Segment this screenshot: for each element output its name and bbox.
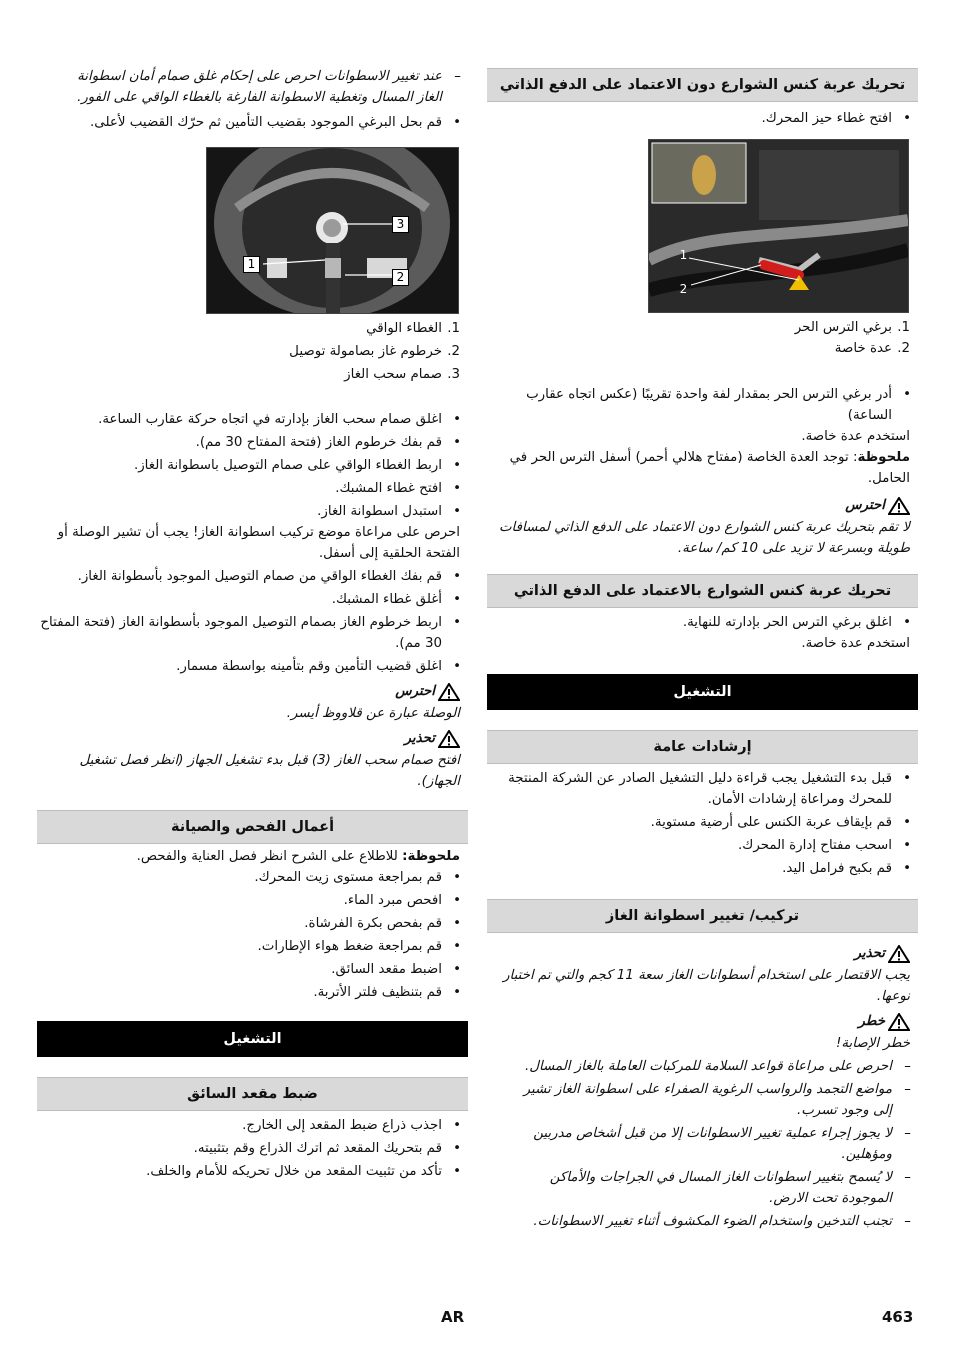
maint-item: • افحص مبرد الماء. <box>37 890 468 911</box>
warning-label: تحذير <box>404 731 435 746</box>
seat-item: • قم بتحريك المقعد ثم اترك الذراع وقم بتثبيته. <box>37 1138 468 1159</box>
maint-note-text: للاطلاع على الشرح انظر فصل العناية والفحص. <box>136 849 403 864</box>
maint-item: • قم بمراجعة مستوى زيت المحرك. <box>37 867 468 888</box>
note-label: ملحوظة <box>857 450 910 465</box>
warning-triangle-icon <box>438 730 460 748</box>
note-text: : توجد العدة الخاصة (مفتاح هلالي أحمر) أسفل الترس الحر في الحامل. <box>509 450 910 486</box>
seat-item: • تأكد من تثبيت المقعد من خلال تحريكه للأمام والخلف. <box>37 1161 468 1182</box>
step-item: • استبدل اسطوانة الغاز. <box>37 501 468 522</box>
danger-item: – مواضع التجمد والرواسب الرغوية الصفراء على اسطوانة الغاز تشير إلى وجود تسرب. <box>517 1079 918 1121</box>
warning-text: يجب الاقتصار على استخدام أسطوانات الغاز سعة 11 كجم والتي تم اختبار نوعها. <box>503 968 910 1004</box>
step-item: • اغلق قضيب التأمين وقم بتأمينه بواسطة مسمار. <box>37 656 468 677</box>
caution-header <box>487 495 918 517</box>
step-item: • قم بفك خرطوم الغاز (فتحة المفتاح 30 مم). <box>37 432 468 453</box>
warning-header <box>37 728 468 750</box>
legend-text: عدة خاصة <box>834 341 892 356</box>
top-dash-item: – عند تغيير الاسطوانات احرص على إحكام غلق صمام أمان اسطوانة الغاز المسال وتغطية الاسطوانة الفارغة بالغطاء الواقي على الفور. <box>67 66 468 108</box>
use-tool-text-2: استخدم عدة خاصة. <box>801 636 910 651</box>
section-title-general: إرشادات عامة <box>487 730 918 764</box>
general-item: • اسحب مفتاح إدارة المحرك. <box>487 835 918 856</box>
gas-valve-photo <box>206 147 459 314</box>
section-title-maintenance: أعمال الفحص والصيانة <box>37 810 468 844</box>
section-title-driver-seat: ضبط مقعد السائق <box>37 1077 468 1111</box>
warning-triangle-icon <box>888 497 910 515</box>
legend-text: خرطوم غاز بصامولة توصيل <box>289 344 442 359</box>
danger-item: – احرص على مراعاة قواعد السلامة للمركبات العاملة بالغاز المسال. <box>517 1056 918 1077</box>
danger-header <box>487 1011 918 1033</box>
section-title-move-manual: تحريك عربة كنس الشوارع دون الاعتماد على الدفع الذاتي <box>487 68 918 102</box>
warning-text: افتح صمام سحب الغاز (3) قبل بدء تشغيل الجهاز (انظر فصل تشغيل الجهاز). <box>79 753 460 789</box>
maint-item: • اضبط مقعد السائق. <box>37 959 468 980</box>
general-item: • قبل بدء التشغيل يجب قراءة دليل التشغيل الصادر عن الشركة المنتجة للمحرك ومراعاة إرشادات الأمان. <box>487 768 918 810</box>
step-loosen-bolt: • قم بحل البرغي الموجود بقضيب التأمين ثم حرّك القضيب لأعلى. <box>37 112 468 133</box>
caution-text: الوصلة عبارة عن قلاووظ أيسر. <box>286 706 460 721</box>
legend-item <box>37 341 468 362</box>
maint-item: • قم بفحص بكرة الفرشاة. <box>37 913 468 934</box>
section-title-gas-cylinder: تركيب/ تغيير اسطوانة الغاز <box>487 899 918 933</box>
section-title-move-self: تحريك عربة كنس الشوارع بالاعتماد على الدفع الذاتي <box>487 574 918 608</box>
photo2-callout-3: 3 <box>392 216 409 233</box>
legend-item <box>487 317 918 338</box>
position-note: احرص على مراعاة موضع تركيب اسطوانة الغاز! يجب أن تشير الوصلة أو الفتحة الحلقية إلى أسفل. <box>57 525 460 561</box>
step-item: • اربط خرطوم الغاز بصمام التوصيل الموجود بأسطوانة الغاز (فتحة المفتاح 30 مم). <box>37 612 468 654</box>
warning-label: تحذير <box>854 946 885 961</box>
maint-note <box>37 846 468 867</box>
step-close-screw: • اغلق برغي الترس الحر بإدارته للنهاية. <box>487 612 918 633</box>
legend-text: صمام سحب الغاز <box>344 367 442 382</box>
warning-triangle-icon <box>888 945 910 963</box>
warning-header <box>487 943 918 965</box>
left-column <box>37 66 468 1182</box>
photo1-callout-1: 1 <box>679 248 688 262</box>
footer-page-number: 463 <box>882 1308 914 1326</box>
legend-text: برغي الترس الحر <box>794 320 892 335</box>
danger-item: – لا يجوز إجراء عملية تغيير الاسطوانات إلا من قبل أشخاص مدربين ومؤهلين. <box>517 1123 918 1165</box>
step-item: • اغلق صمام سحب الغاز بإدارته في اتجاه حركة عقارب الساعة. <box>37 409 468 430</box>
legend-num: 1. <box>897 320 910 335</box>
engine-photo <box>648 139 909 313</box>
legend-item <box>37 318 468 339</box>
section-title-operation: التشغيل <box>37 1021 468 1057</box>
legend-item <box>37 364 468 385</box>
step-item: • أغلق غطاء المشبك. <box>37 589 468 610</box>
photo1-callout-2: 2 <box>679 282 688 296</box>
caution-header <box>37 681 468 703</box>
danger-item: – تجنب التدخين واستخدام الضوء المكشوف أثناء تغيير الاسطوانات. <box>517 1211 918 1232</box>
seat-item: • اجذب ذراع ضبط المقعد إلى الخارج. <box>37 1115 468 1136</box>
legend-num: 1. <box>447 321 460 336</box>
step-open-hood: • افتح غطاء حيز المحرك. <box>487 108 918 129</box>
legend-num: 2. <box>447 344 460 359</box>
step-item: • اربط الغطاء الواقي على صمام التوصيل باسطوانة الغاز. <box>37 455 468 476</box>
photo2-callout-2: 2 <box>392 269 409 286</box>
danger-label: خطر <box>858 1014 885 1029</box>
section-title-operation: التشغيل <box>487 674 918 710</box>
footer-language: AR <box>441 1308 465 1326</box>
use-tool-text: استخدم عدة خاصة. <box>801 429 910 444</box>
maint-note-label: ملحوظة: <box>402 849 460 864</box>
caution-label: احترس <box>395 684 435 699</box>
danger-text: خطر الإصابة! <box>836 1036 910 1051</box>
note <box>487 447 918 489</box>
right-column <box>487 68 918 1232</box>
photo2-callout-1: 1 <box>243 256 260 273</box>
caution-text: لا تقم بتحريك عربة كنس الشوارع دون الاعتماد على الدفع الذاتي لمسافات طويلة وبسرعة لا تزيد على 10 كم/ ساعة. <box>498 520 910 556</box>
maint-item: • قم بمراجعة ضغط هواء الإطارات. <box>37 936 468 957</box>
maint-item: • قم بتنظيف فلتر الأتربة. <box>37 982 468 1003</box>
danger-item: – لا يُسمح بتغيير اسطوانات الغاز المسال في الجراجات والأماكن الموجودة تحت الارض. <box>517 1167 918 1209</box>
legend-text: الغطاء الواقي <box>366 321 442 336</box>
general-item: • قم بإيقاف عربة الكنس على أرضية مستوية. <box>487 812 918 833</box>
warning-triangle-icon <box>438 683 460 701</box>
general-item: • قم بكبح فرامل اليد. <box>487 858 918 879</box>
legend-num: 2. <box>897 341 910 356</box>
caution-label: احترس <box>845 498 885 513</box>
legend-item <box>487 338 918 359</box>
step-item: • قم بفك الغطاء الواقي من صمام التوصيل الموجود بأسطوانة الغاز. <box>37 566 468 587</box>
step-item: • افتح غطاء المشبك. <box>37 478 468 499</box>
danger-triangle-icon <box>888 1013 910 1031</box>
gas-valve-photo-drawing <box>207 148 458 313</box>
step-turn-screw: • أدر برغي الترس الحر بمقدار لفة واحدة تقريبًا (عكس اتجاه عقارب الساعة) <box>487 384 918 426</box>
legend-num: 3. <box>447 367 460 382</box>
